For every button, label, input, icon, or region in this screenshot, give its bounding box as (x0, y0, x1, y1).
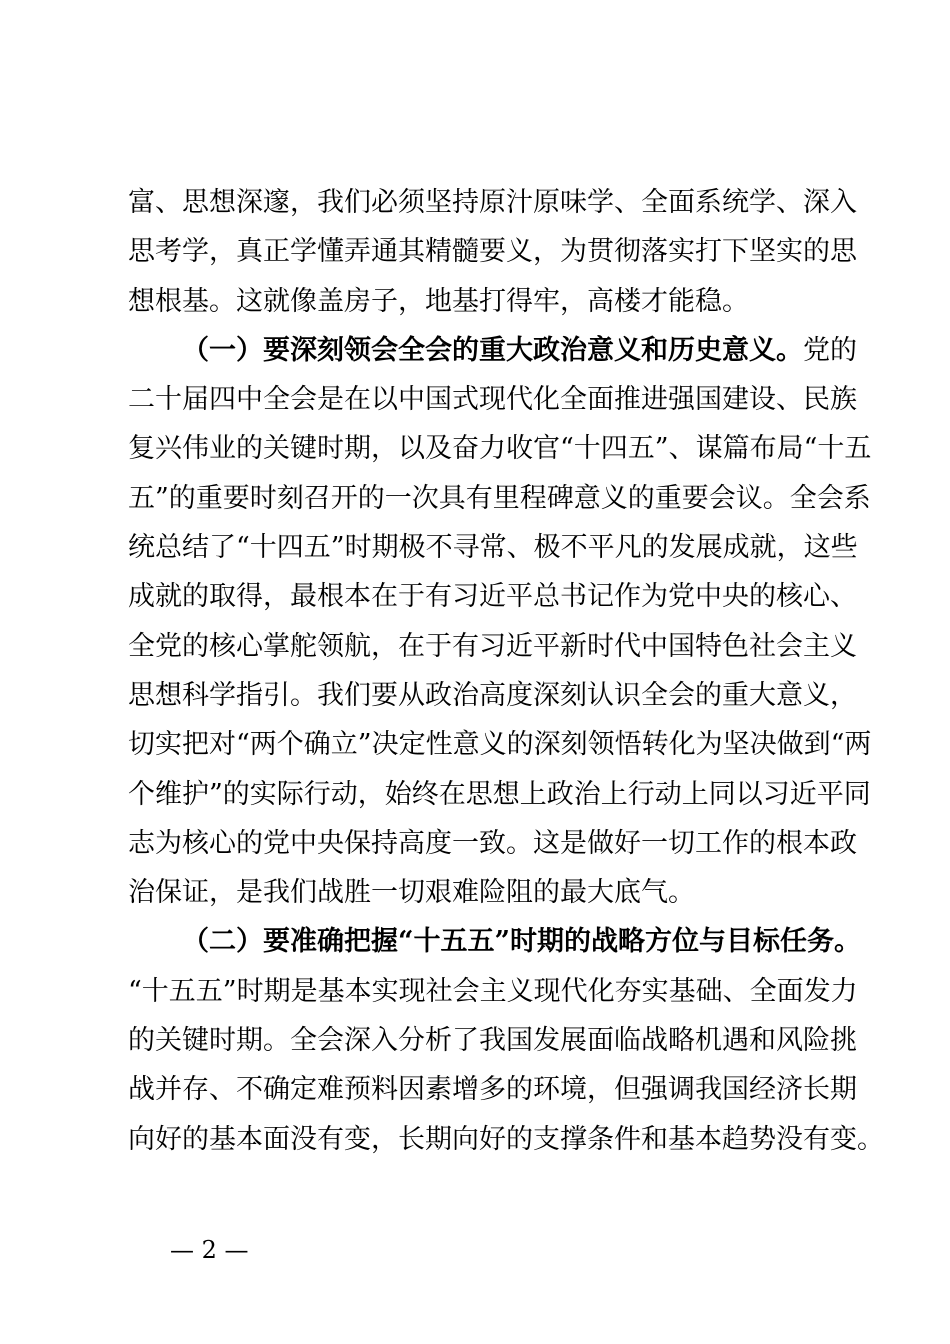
section-two-heading: （二）要准确把握“十五五”时期的战略方位与目标任务。 (182, 926, 862, 958)
text-line: 的关键时期。全会深入分析了我国发展面临战略机遇和风险挑 (128, 1025, 857, 1057)
text-line: 统总结了“十四五”时期极不寻常、极不平凡的发展成就，这些 (128, 532, 858, 564)
text-line: 想根基。这就像盖房子，地基打得牢，高楼才能稳。 (128, 285, 749, 317)
text-line: 切实把对“两个确立”决定性意义的深刻领悟转化为坚决做到“两 (128, 729, 872, 761)
text-line: 成就的取得，最根本在于有习近平总书记作为党中央的核心、 (128, 581, 857, 613)
page-number: — 2 — (170, 1236, 249, 1264)
text-line: 二十届四中全会是在以中国式现代化全面推进强国建设、民族 (128, 384, 857, 416)
text-line: “十五五”时期是基本实现社会主义现代化夯实基础、全面发力 (128, 975, 858, 1007)
text-line: 思考学，真正学懂弄通其精髓要义，为贯彻落实打下坚实的思 (128, 236, 857, 268)
text-fragment: 党的 (803, 334, 857, 366)
text-line: 战并存、不确定难预料因素增多的环境，但强调我国经济长期 (128, 1074, 857, 1106)
text-line: 个维护”的实际行动，始终在思想上政治上行动上同以习近平同 (128, 778, 871, 810)
text-line: 思想科学指引。我们要从政治高度深刻认识全会的重大意义， (128, 679, 857, 711)
text-line: 志为核心的党中央保持高度一致。这是做好一切工作的根本政 (128, 827, 857, 859)
document-body (128, 178, 884, 1164)
text-line: 复兴伟业的关键时期，以及奋力收官“十四五”、谋篇布局“十五 (128, 433, 872, 465)
text-line: 治保证，是我们战胜一切艰难险阻的最大底气。 (128, 877, 695, 909)
text-line: 富、思想深邃，我们必须坚持原汁原味学、全面系统学、深入 (128, 187, 857, 218)
section-one-heading: （一）要深刻领会全会的重大政治意义和历史意义。 (182, 334, 803, 366)
text-line: 全党的核心掌舵领航，在于有习近平新时代中国特色社会主义 (128, 630, 857, 662)
text-line: 五”的重要时刻召开的一次具有里程碑意义的重要会议。全会系 (128, 482, 871, 514)
text-line: 向好的基本面没有变，长期向好的支撑条件和基本趋势没有变。 (128, 1123, 884, 1155)
section-one-first-line (128, 326, 857, 375)
